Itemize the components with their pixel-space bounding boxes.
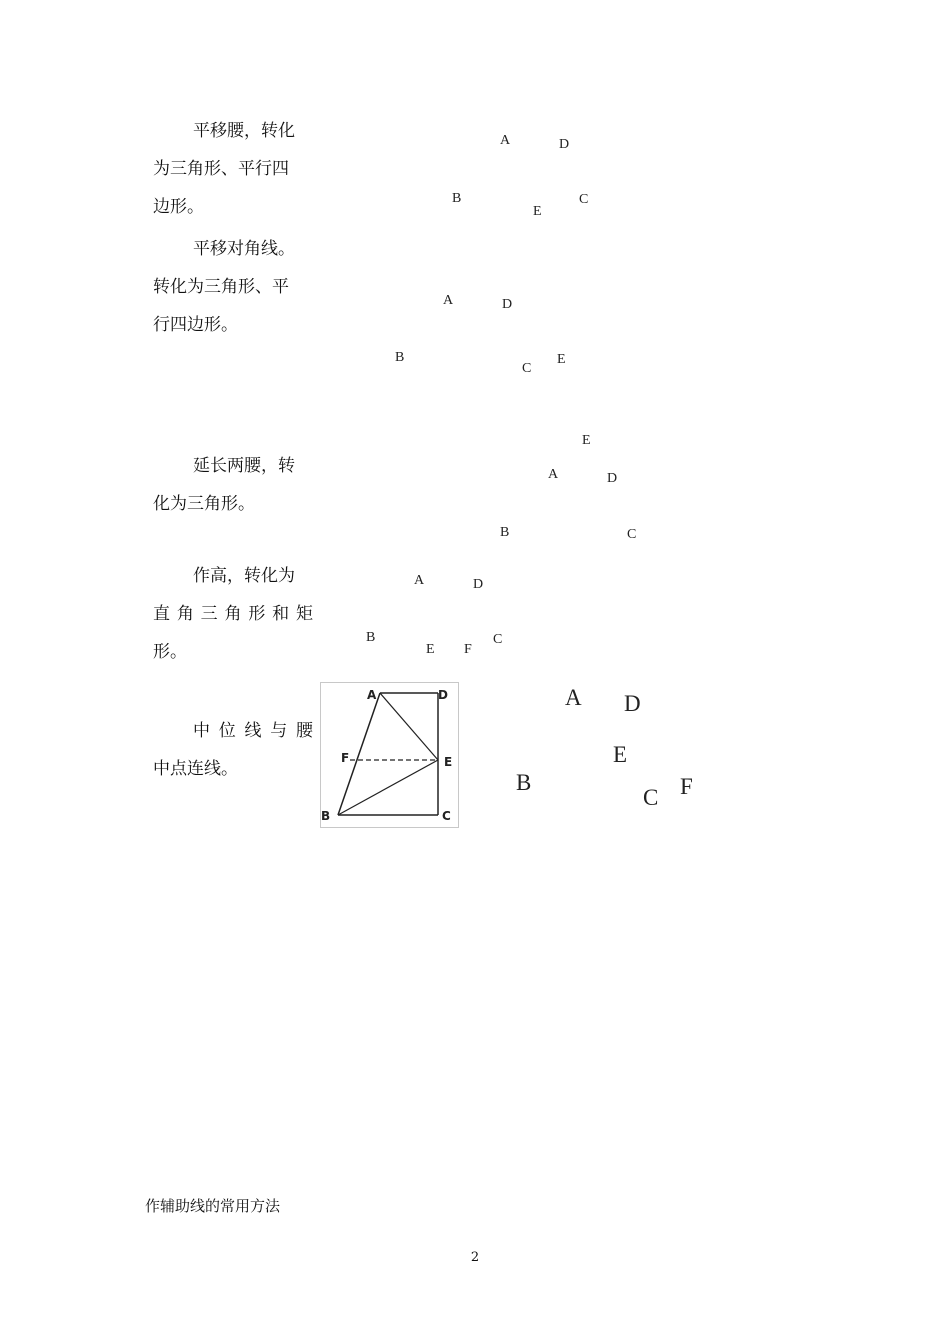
label-c: C <box>643 785 659 810</box>
label-b: B <box>452 191 462 206</box>
text-line: 平移对角线。 <box>193 239 295 259</box>
footer-title: 作辅助线的常用方法 <box>145 1197 281 1215</box>
trapezoid-midline-figure <box>320 682 459 828</box>
label-a: A <box>443 293 454 308</box>
text-line: 作高，转化为 <box>193 566 295 586</box>
label-e: E <box>582 433 591 448</box>
method-3-text <box>153 447 313 523</box>
label-a: A <box>500 133 511 148</box>
figure-label-a: A <box>367 688 377 702</box>
label-d: D <box>559 137 570 152</box>
method-1-text <box>153 112 313 226</box>
method-2-text <box>153 230 313 344</box>
label-e: E <box>613 742 628 767</box>
label-e: E <box>557 352 566 367</box>
label-e: E <box>426 642 435 657</box>
text-line: 边形。 <box>153 197 204 217</box>
text-line: 化为三角形。 <box>153 494 255 514</box>
label-b: B <box>516 770 532 795</box>
label-c: C <box>522 361 532 376</box>
label-d: D <box>473 577 484 592</box>
label-c: C <box>493 632 503 647</box>
page-number: 2 <box>470 1250 480 1265</box>
label-f: F <box>464 642 472 657</box>
label-c: C <box>627 527 637 542</box>
text-line: 中点连线。 <box>153 759 238 779</box>
label-c: C <box>579 192 589 207</box>
label-b: B <box>395 350 405 365</box>
text-line: 直角三角形和矩 <box>153 604 313 624</box>
text-line: 形。 <box>153 642 187 662</box>
method-5-text <box>153 712 313 788</box>
figure-label-d: D <box>438 688 448 702</box>
label-b: B <box>366 630 376 645</box>
method-4-text <box>153 557 313 671</box>
label-d: D <box>624 691 641 716</box>
text-line: 转化为三角形、平 <box>153 277 289 297</box>
text-line: 延长两腰，转 <box>193 456 295 476</box>
label-d: D <box>502 297 513 312</box>
text-line: 行四边形。 <box>153 315 238 335</box>
figure-label-b: B <box>321 809 331 823</box>
label-a: A <box>548 467 559 482</box>
figure-label-f: F <box>341 751 350 765</box>
text-line: 平移腰，转化 <box>193 121 295 141</box>
label-b: B <box>500 525 510 540</box>
label-d: D <box>607 471 618 486</box>
label-a: A <box>565 685 582 710</box>
label-f: F <box>680 774 693 799</box>
text-line: 中位线与腰 <box>193 721 313 741</box>
text-line: 为三角形、平行四 <box>153 159 289 179</box>
figure-label-e: E <box>444 755 453 769</box>
figure-label-c: C <box>442 809 451 823</box>
label-e: E <box>533 204 542 219</box>
trapezoid-diagram <box>320 682 459 828</box>
label-a: A <box>414 573 425 588</box>
